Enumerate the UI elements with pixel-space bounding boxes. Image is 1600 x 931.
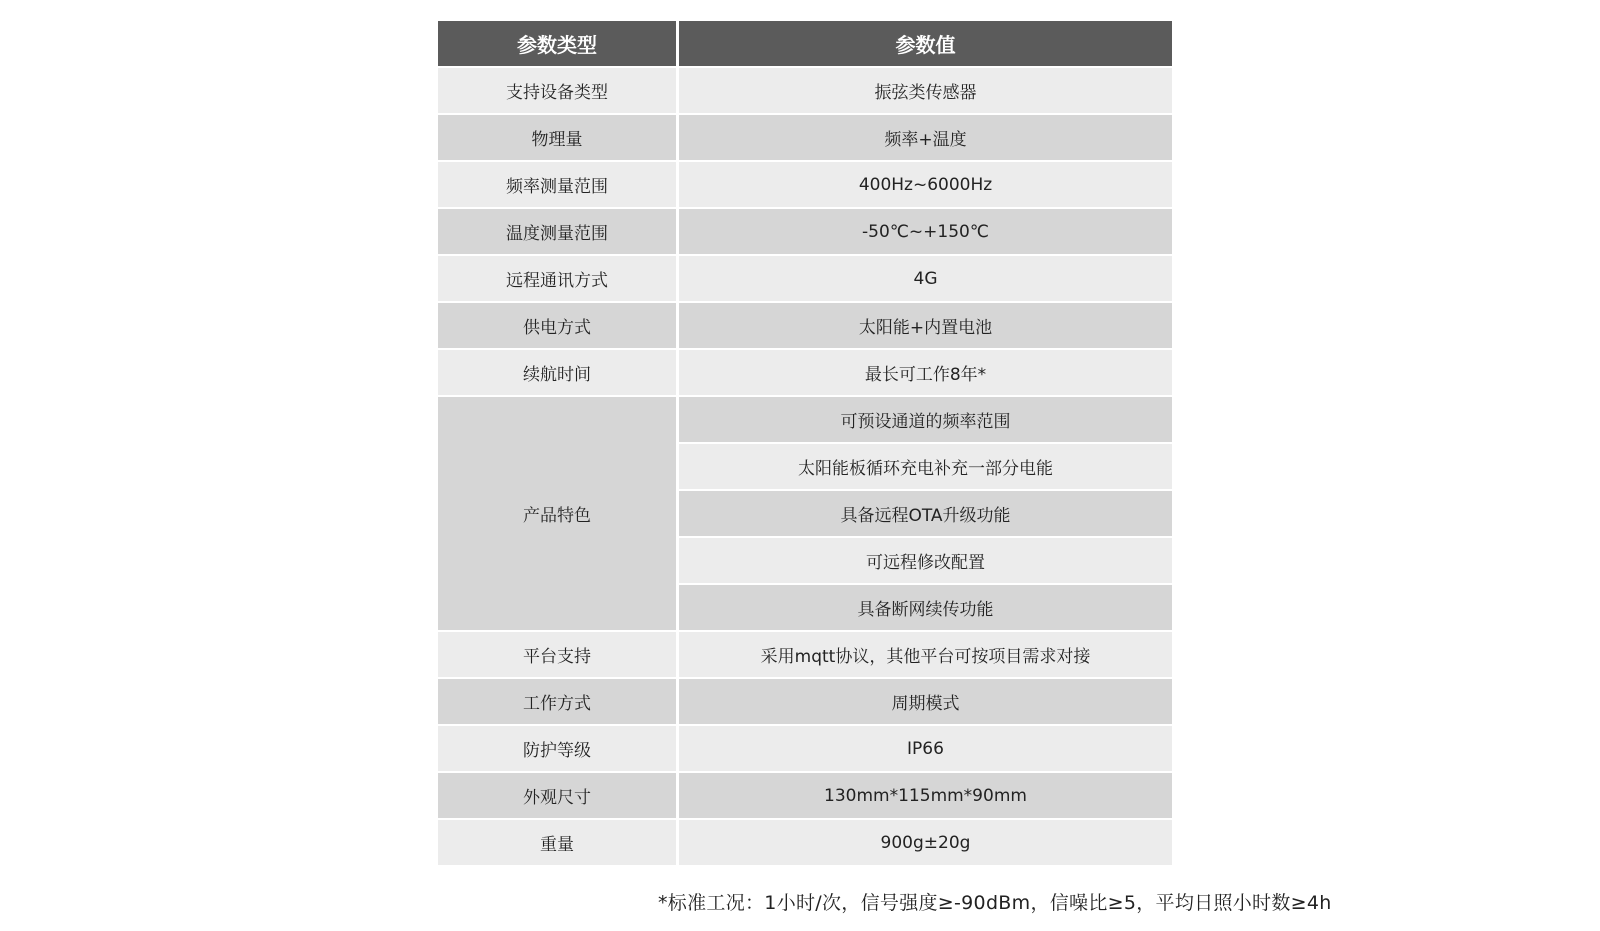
table-row	[438, 726, 1172, 773]
row-key: 供电方式	[438, 303, 679, 350]
row-value: 太阳能+内置电池	[679, 303, 1172, 350]
table-header-row	[438, 21, 1172, 68]
features-key: 产品特色	[438, 397, 679, 632]
row-key: 温度测量范围	[438, 209, 679, 256]
spec-table	[438, 21, 1172, 867]
table-row	[438, 820, 1172, 867]
feature-value: 具备远程OTA升级功能	[679, 491, 1172, 538]
row-key: 平台支持	[438, 632, 679, 679]
row-key: 物理量	[438, 115, 679, 162]
row-value: 最长可工作8年*	[679, 350, 1172, 397]
table-row	[438, 162, 1172, 209]
row-value: 400Hz~6000Hz	[679, 162, 1172, 209]
table-row-features	[438, 397, 1172, 444]
row-key: 续航时间	[438, 350, 679, 397]
table-row	[438, 350, 1172, 397]
row-key: 支持设备类型	[438, 68, 679, 115]
footnote: *标准工况：1小时/次，信号强度≥-90dBm，信噪比≥5，平均日照小时数≥4h	[658, 892, 1332, 914]
row-key: 频率测量范围	[438, 162, 679, 209]
table-row	[438, 303, 1172, 350]
row-value: 4G	[679, 256, 1172, 303]
row-value: 振弦类传感器	[679, 68, 1172, 115]
header-param-value: 参数值	[679, 21, 1172, 68]
row-key: 重量	[438, 820, 679, 867]
table-row	[438, 632, 1172, 679]
row-value: 周期模式	[679, 679, 1172, 726]
row-value: 130mm*115mm*90mm	[679, 773, 1172, 820]
header-param-type: 参数类型	[438, 21, 679, 68]
table-row	[438, 679, 1172, 726]
row-value: -50℃~+150℃	[679, 209, 1172, 256]
row-key: 工作方式	[438, 679, 679, 726]
row-key: 外观尺寸	[438, 773, 679, 820]
table-row	[438, 115, 1172, 162]
table-row	[438, 209, 1172, 256]
feature-value: 具备断网续传功能	[679, 585, 1172, 632]
feature-value: 可远程修改配置	[679, 538, 1172, 585]
feature-value: 太阳能板循环充电补充一部分电能	[679, 444, 1172, 491]
row-value: 频率+温度	[679, 115, 1172, 162]
table-row	[438, 68, 1172, 115]
table-row	[438, 256, 1172, 303]
row-value: 900g±20g	[679, 820, 1172, 867]
row-value: IP66	[679, 726, 1172, 773]
row-value: 采用mqtt协议，其他平台可按项目需求对接	[679, 632, 1172, 679]
row-key: 防护等级	[438, 726, 679, 773]
row-key: 远程通讯方式	[438, 256, 679, 303]
table-row	[438, 773, 1172, 820]
feature-value: 可预设通道的频率范围	[679, 397, 1172, 444]
